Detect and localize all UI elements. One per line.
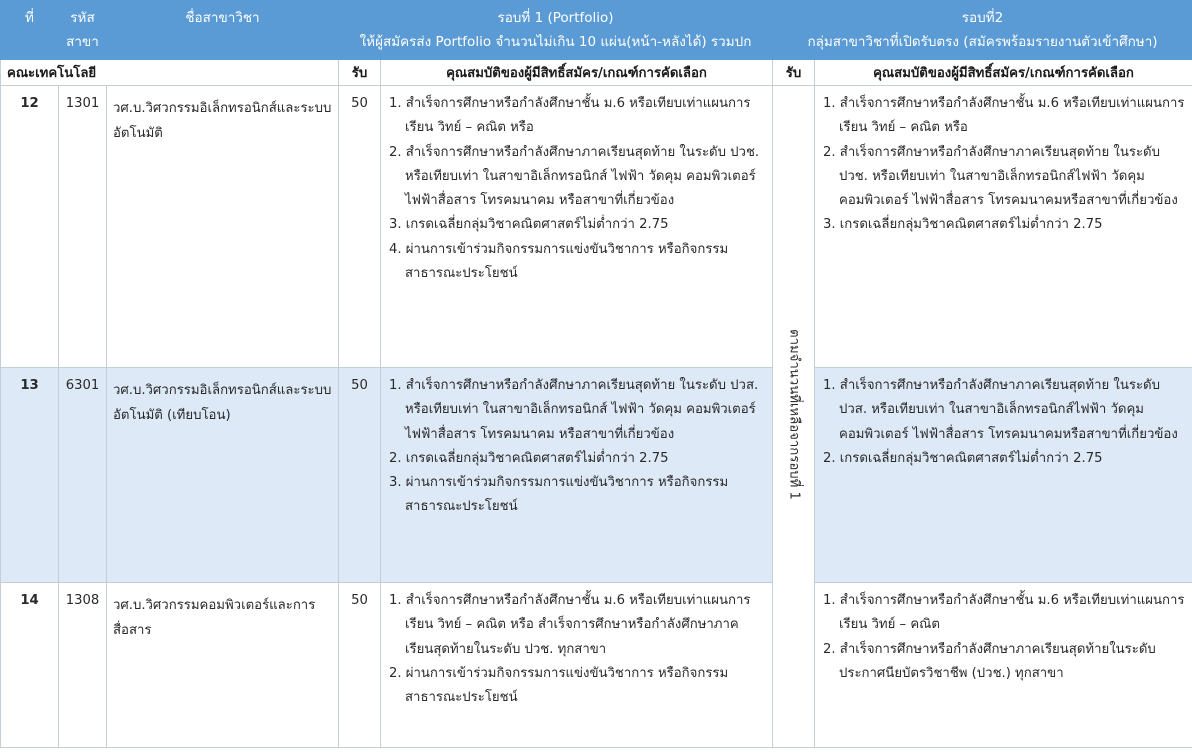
- criteria2-header: คุณสมบัติของผู้มีสิทธิ์สมัคร/เกณฑ์การคัดเลือก: [815, 60, 1192, 86]
- row-no: 13: [1, 368, 59, 583]
- round2-criteria: [815, 368, 1192, 583]
- subheader-row: [1, 60, 1192, 86]
- table-row: [1, 368, 1192, 583]
- seats-header: รับ: [339, 60, 381, 86]
- criteria-item: 1. สำเร็จการศึกษาหรือกำลังศึกษาชั้น ม.6 หรือเทียบเท่าแผนการเรียน วิทย์ – คณิต หรือ: [389, 96, 751, 136]
- row-code: 6301: [59, 368, 107, 583]
- round1-criteria: [381, 86, 773, 368]
- round1-title: รอบที่ 1 (Portfolio): [497, 10, 614, 26]
- table-row: [1, 583, 1192, 748]
- table-row: [1, 86, 1192, 368]
- table-header-row: [1, 1, 1192, 60]
- round2-title: รอบที่2: [961, 10, 1004, 26]
- criteria-header: คุณสมบัติของผู้มีสิทธิ์สมัคร/เกณฑ์การคัดเลือก: [381, 60, 773, 86]
- header-no: ที่: [1, 1, 59, 60]
- criteria-item: 1. สำเร็จการศึกษาหรือกำลังศึกษาภาคเรียนสุดท้าย ในระดับ ปวส. หรือเทียบเท่า ในสาขาอิเล็กทรอนิกส์ไฟฟ้า วัดคุม คอมพิวเตอร์ ไฟฟ้าสื่อสาร โทรคมนาคมหรือสาขาที่เกี่ยวข้อง: [823, 378, 1178, 442]
- round2-criteria: [815, 86, 1192, 368]
- header-name: ชื่อสาขาวิชา: [107, 1, 339, 60]
- row-code: 1308: [59, 583, 107, 748]
- criteria-item: 4. ผ่านการเข้าร่วมกิจกรรมการแข่งขันวิชาการ หรือกิจกรรมสาธารณะประโยชน์: [389, 241, 729, 282]
- seats2-header: รับ: [773, 60, 815, 86]
- row-code: 1301: [59, 86, 107, 368]
- row-seats: 50: [339, 583, 381, 748]
- criteria-item: 3. ผ่านการเข้าร่วมกิจกรรมการแข่งขันวิชาการ หรือกิจกรรมสาธารณะประโยชน์: [389, 475, 729, 515]
- criteria-item: 1. สำเร็จการศึกษาหรือกำลังศึกษาภาคเรียนสุดท้าย ในระดับ ปวส. หรือเทียบเท่า ในสาขาอิเล็กทรอนิกส์ ไฟฟ้า วัดคุม คอมพิวเตอร์ ไฟฟ้าสื่อสาร โทรคมนาคม หรือสาขาที่เกี่ยวข้อง: [389, 378, 759, 442]
- criteria-item: 2. เกรดเฉลี่ยกลุ่มวิชาคณิตศาสตร์ไม่ต่ำกว่า 2.75: [389, 450, 669, 466]
- header-code: รหัส สาขา: [59, 1, 107, 60]
- row-name: วศ.บ.วิศวกรรมคอมพิวเตอร์และการสื่อสาร: [107, 583, 339, 748]
- criteria-item: 2. สำเร็จการศึกษาหรือกำลังศึกษาภาคเรียนสุดท้ายในระดับประกาศนียบัตรวิชาชีพ (ปวช.) ทุกสาขา: [823, 641, 1156, 681]
- row-name: วศ.บ.วิศวกรรมอิเล็กทรอนิกส์และระบบอัตโนมัติ (เทียบโอน): [107, 368, 339, 583]
- criteria-item: 1. สำเร็จการศึกษาหรือกำลังศึกษาชั้น ม.6 หรือเทียบเท่าแผนการเรียน วิทย์ – คณิต: [823, 593, 1185, 633]
- round2-desc: กลุ่มสาขาวิชาที่เปิดรับตรง (สมัครพร้อมรายงานตัวเข้าศึกษา): [807, 34, 1158, 50]
- row-no: 14: [1, 583, 59, 748]
- round2-seats-note: ตามจำนวนที่เหลือจากรอบที่ 1: [786, 329, 802, 500]
- criteria-item: 1. สำเร็จการศึกษาหรือกำลังศึกษาชั้น ม.6 หรือเทียบเท่าแผนการเรียน วิทย์ – คณิต หรือ: [823, 96, 1185, 136]
- row-name: วศ.บ.วิศวกรรมอิเล็กทรอนิกส์และระบบอัตโนมัติ: [107, 86, 339, 368]
- criteria-item: 2. สำเร็จการศึกษาหรือกำลังศึกษาภาคเรียนสุดท้าย ในระดับ ปวช. หรือเทียบเท่า ในสาขาอิเล็กทรอนิกส์ไฟฟ้า วัดคุม คอมพิวเตอร์ ไฟฟ้าสื่อสาร โทรคมนาคมหรือสาขาที่เกี่ยวข้อง: [823, 144, 1178, 209]
- row-seats: 50: [339, 86, 381, 368]
- criteria-item: 2. ผ่านการเข้าร่วมกิจกรรมการแข่งขันวิชาการ หรือกิจกรรมสาธารณะประโยชน์: [389, 665, 729, 706]
- round1-criteria: [381, 368, 773, 583]
- round2-seats-merged: [773, 86, 815, 748]
- round2-criteria: [815, 583, 1192, 748]
- criteria-item: 3. เกรดเฉลี่ยกลุ่มวิชาคณิตศาสตร์ไม่ต่ำกว่า 2.75: [389, 217, 669, 233]
- header-round2: [773, 1, 1192, 60]
- round1-criteria: [381, 583, 773, 748]
- row-seats: 50: [339, 368, 381, 583]
- faculty-label: คณะเทคโนโลยี: [1, 60, 339, 86]
- criteria-item: 3. เกรดเฉลี่ยกลุ่มวิชาคณิตศาสตร์ไม่ต่ำกว่า 2.75: [823, 217, 1103, 233]
- criteria-item: 2. เกรดเฉลี่ยกลุ่มวิชาคณิตศาสตร์ไม่ต่ำกว่า 2.75: [823, 450, 1103, 466]
- criteria-item: 2. สำเร็จการศึกษาหรือกำลังศึกษาภาคเรียนสุดท้าย ในระดับ ปวช. หรือเทียบเท่า ในสาขาอิเล็กทรอนิกส์ ไฟฟ้า วัดคุม คอมพิวเตอร์ ไฟฟ้าสื่อสาร โทรคมนาคม หรือสาขาที่เกี่ยวข้อง: [389, 144, 760, 209]
- criteria-item: 1. สำเร็จการศึกษาหรือกำลังศึกษาชั้น ม.6 หรือเทียบเท่าแผนการเรียน วิทย์ – คณิต หรือ สำเร็จการศึกษาหรือกำลังศึกษาภาคเรียนสุดท้ายในระดับ ปวช. ทุกสาขา: [389, 593, 751, 657]
- round1-desc: ให้ผู้สมัครส่ง Portfolio จำนวนไม่เกิน 10 แผ่น(หน้า-หลังได้) รวมปก: [359, 34, 752, 50]
- header-round1: [339, 1, 773, 60]
- row-no: 12: [1, 86, 59, 368]
